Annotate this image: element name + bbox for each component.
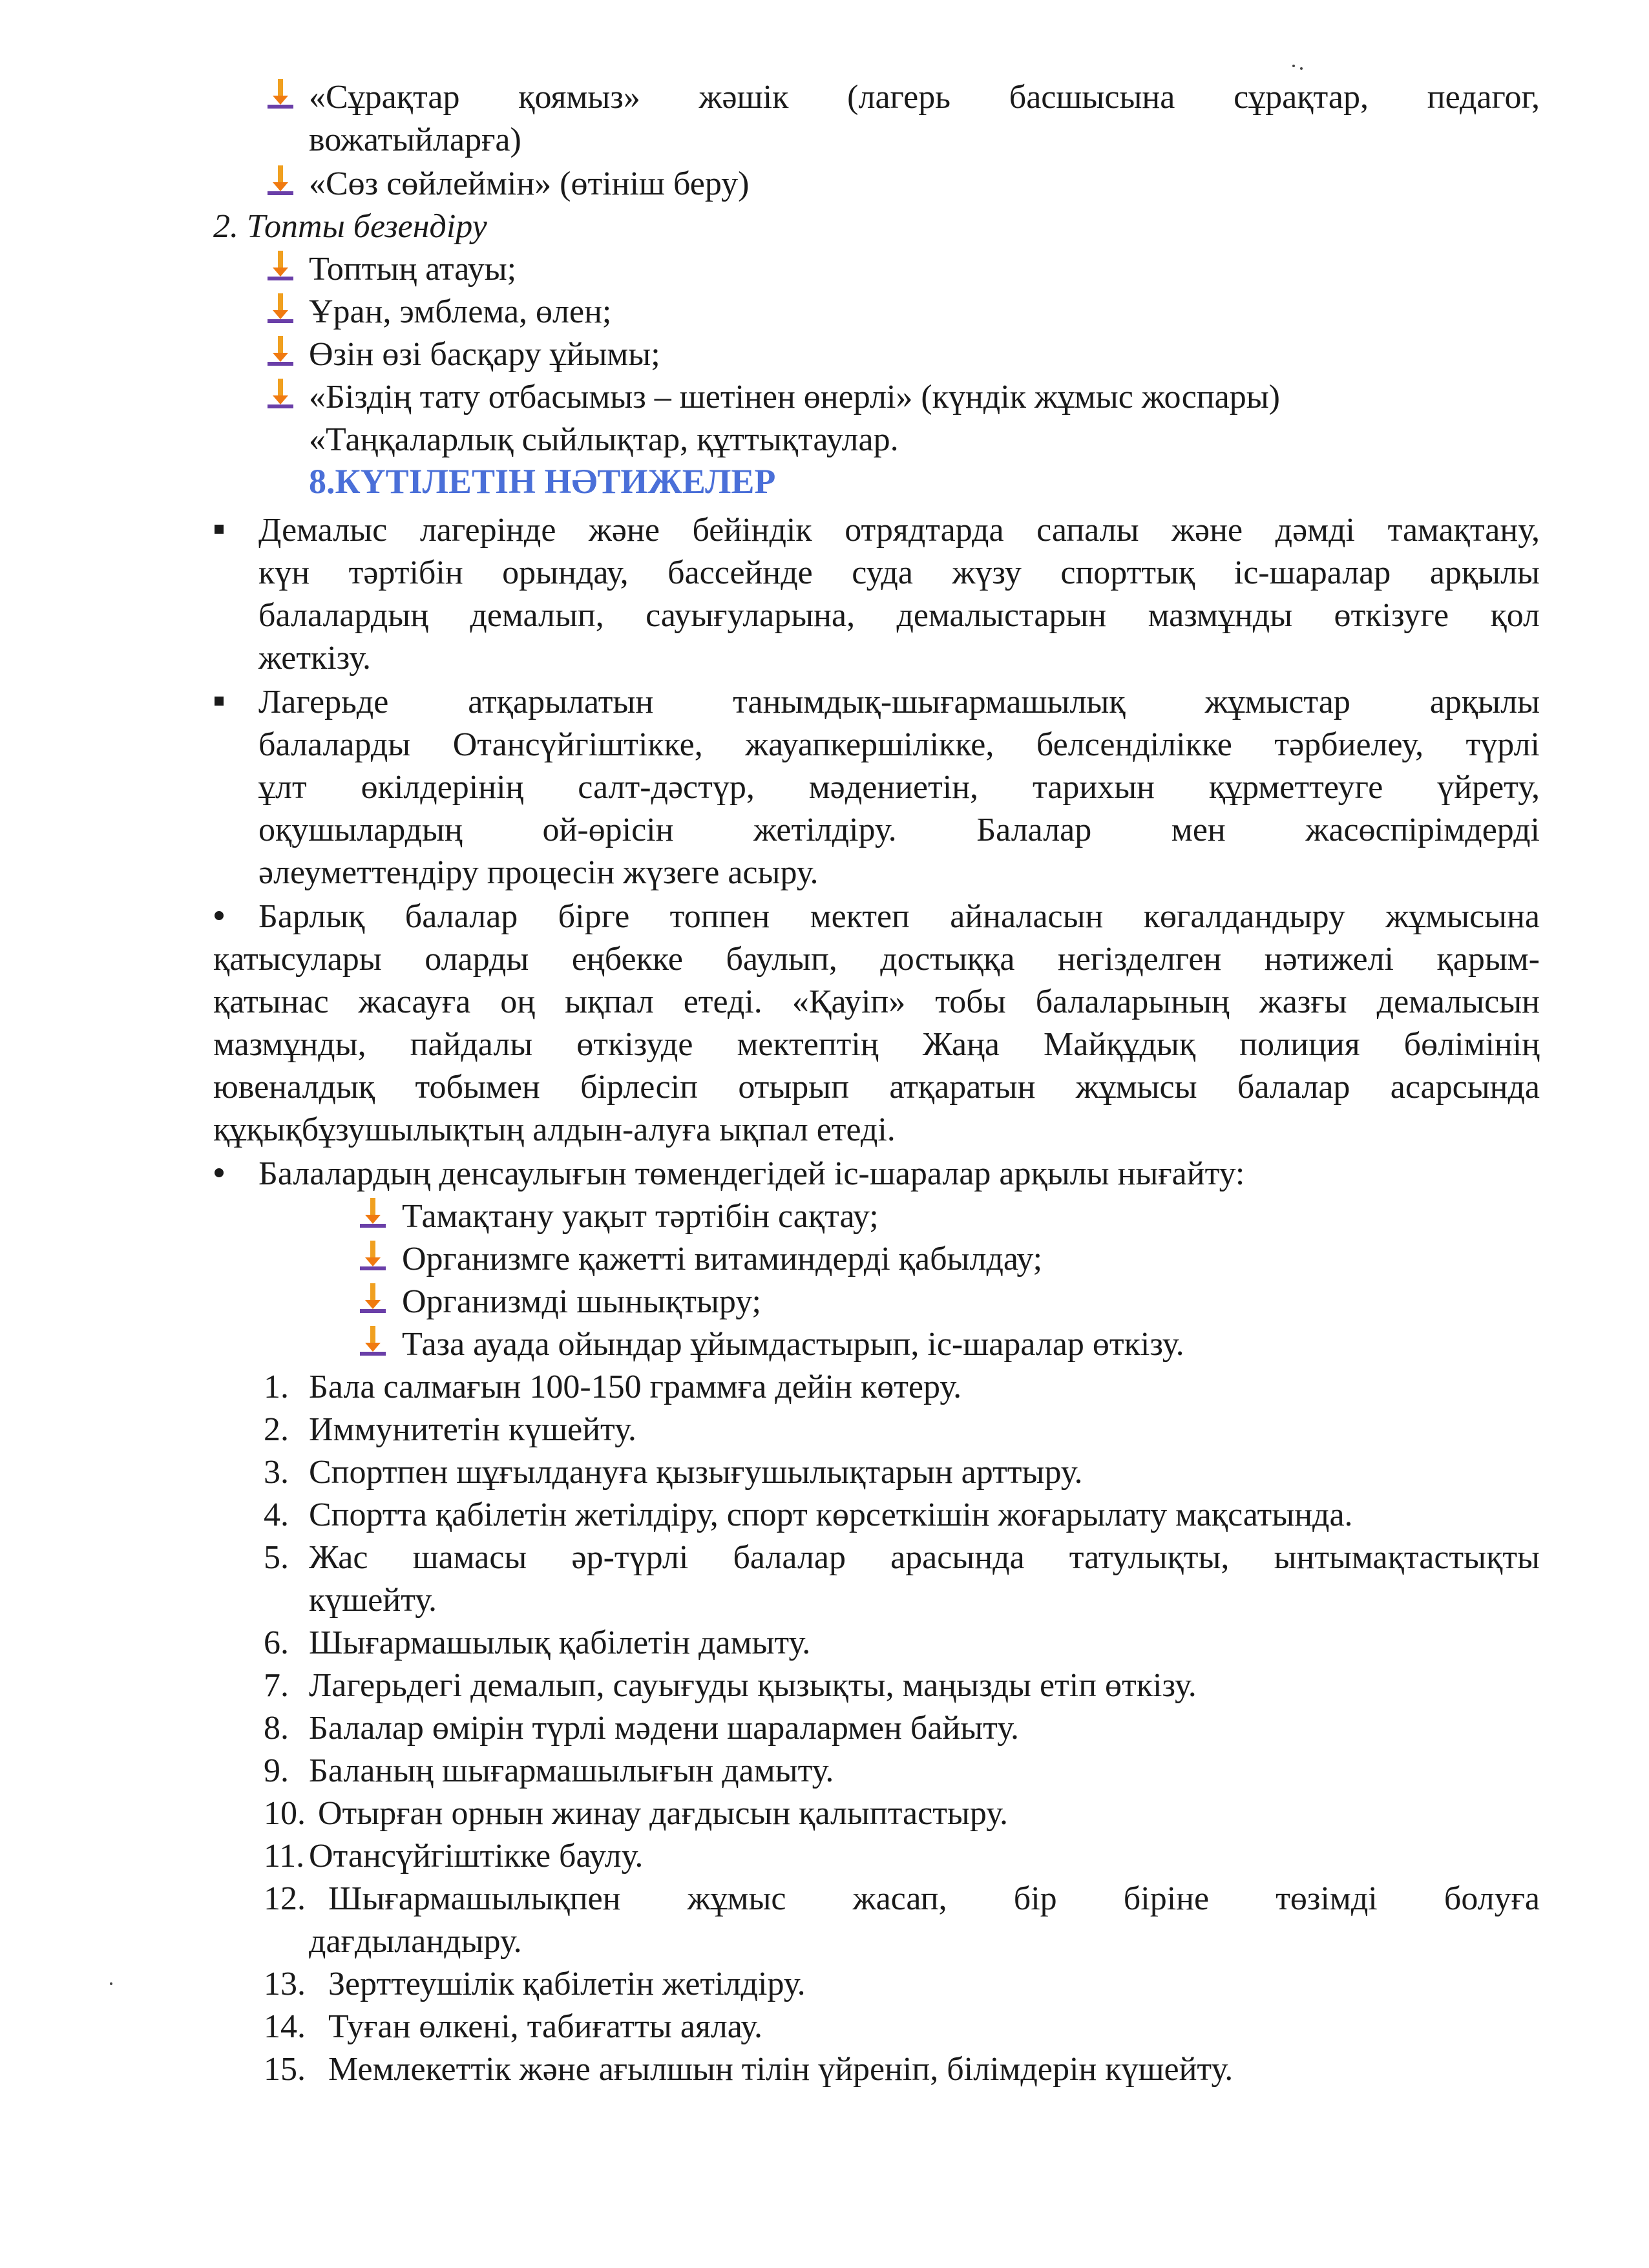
- text-line: әлеуметтендіру процесін жүзеге асыру.: [258, 854, 819, 891]
- text-line: Барлық балалар бірге топпен мектеп айналасын көгалдандыру жұмысына: [258, 898, 1540, 935]
- text-line: ювеналдық тобымен бірлесіп отырып атқаратын жұмысы балалар асарсында: [213, 1069, 1540, 1106]
- text-line: қатысулары оларды еңбекке баулып, достыққа негізделген нәтижелі қарым-: [213, 941, 1540, 978]
- list-item: Шығармашылықпен жұмыс жасап, бір біріне төзімді болуға: [328, 1880, 1540, 1917]
- text-line: «Біздің тату отбасымыз – шетінен өнерлі» (күндік жұмыс жоспары): [309, 379, 1280, 415]
- list-number: 4.: [264, 1496, 289, 1533]
- list-item: Отансүйгіштікке баулу.: [309, 1838, 644, 1874]
- text-line: Ұран, эмблема, өлен;: [309, 293, 612, 330]
- list-number: 12.: [264, 1880, 306, 1917]
- list-item: Спортта қабілетін жетілдіру, спорт көрсеткішін жоғарылату мақсатында.: [309, 1496, 1353, 1533]
- text-line: Организмге қажетті витаминдерді қабылдау;: [402, 1241, 1043, 1277]
- list-number: 10.: [264, 1795, 306, 1832]
- text-line: «Сөз сөйлеймін» (өтініш беру): [309, 165, 750, 202]
- list-item: Зерттеушілік қабілетін жетілдіру.: [328, 1966, 806, 2002]
- arrow-bullet-icon: [359, 1326, 387, 1357]
- text-line: мазмұнды, пайдалы өткізуде мектептің Жаңа Майқұдық полиция бөлімінің: [213, 1026, 1540, 1063]
- text-line: балалардың демалып, сауығуларына, демалыстарын мазмұнды өткізуге қол: [258, 597, 1540, 634]
- list-number: 13.: [264, 1966, 306, 2002]
- text-line: балаларды Отансүйгіштікке, жауапкершілікке, белсенділікке тәрбиелеу, түрлі: [258, 726, 1540, 763]
- text-line: Лагерьде атқарылатын танымдық-шығармашылық жұмыстар арқылы: [258, 684, 1540, 720]
- square-bullet-icon: [215, 697, 224, 706]
- list-number: 11.: [264, 1838, 305, 1874]
- text-line: Тамақтану уақыт тәртібін сақтау;: [402, 1198, 879, 1235]
- section-subtitle: 2. Топты безендіру: [213, 208, 487, 245]
- text-line: Балалардың денсаулығын төмендегідей іс-шаралар арқылы нығайту:: [258, 1155, 1245, 1192]
- dot-bullet-icon: [215, 1168, 224, 1177]
- dot-bullet-icon: [215, 911, 224, 920]
- text-line: вожатыйларға): [309, 121, 521, 158]
- list-number: 14.: [264, 2008, 306, 2045]
- list-number: 9.: [264, 1752, 289, 1789]
- square-bullet-icon: [215, 525, 224, 534]
- list-number: 8.: [264, 1710, 289, 1747]
- list-item: Бала салмағын 100-150 граммға дейін көтеру.: [309, 1369, 962, 1405]
- text-line: Өзін өзі басқару ұйымы;: [309, 336, 660, 373]
- list-item: Балалар өмірін түрлі мәдени шаралармен байыту.: [309, 1710, 1020, 1747]
- arrow-bullet-icon: [266, 251, 295, 282]
- section-heading: 8.КҮТІЛЕТІН НӘТИЖЕЛЕР: [309, 462, 776, 501]
- text-line: Таза ауада ойындар ұйымдастырып, іс-шаралар өткізу.: [402, 1326, 1184, 1363]
- list-item: Лагерьдегі демалып, сауығуды қызықты, маңызды етіп өткізу.: [309, 1667, 1197, 1704]
- scan-speck: [1300, 67, 1303, 70]
- arrow-bullet-icon: [266, 165, 295, 196]
- list-number: 6.: [264, 1624, 289, 1661]
- arrow-bullet-icon: [359, 1283, 387, 1314]
- list-number: 15.: [264, 2051, 306, 2088]
- text-line: «Таңқаларлық сыйлықтар, құттықтаулар.: [309, 421, 899, 458]
- arrow-bullet-icon: [359, 1198, 387, 1229]
- list-number: 3.: [264, 1454, 289, 1491]
- text-line: жеткізу.: [258, 640, 372, 677]
- text-line: Организмді шынықтыру;: [402, 1283, 761, 1320]
- list-item: Жас шамасы әр-түрлі балалар арасында татулықты, ынтымақтастықты: [309, 1539, 1540, 1576]
- text-line: оқушылардың ой-өрісін жетілдіру. Балалар мен жасөспірімдерді: [258, 812, 1540, 848]
- list-number: 1.: [264, 1369, 289, 1405]
- text-line: күн тәртібін орындау, бассейнде суда жүзу спорттық іс-шаралар арқылы: [258, 554, 1540, 591]
- arrow-bullet-icon: [266, 336, 295, 367]
- list-number: 5.: [264, 1539, 289, 1576]
- list-item-continuation: күшейту.: [309, 1582, 437, 1619]
- list-number: 7.: [264, 1667, 289, 1704]
- arrow-bullet-icon: [266, 379, 295, 410]
- list-item: Отырған орнын жинау дағдысын қалыптастыру.: [318, 1795, 1008, 1832]
- list-item: Иммунитетін күшейту.: [309, 1411, 636, 1448]
- text-line: Топтың атауы;: [309, 251, 517, 288]
- scan-speck: [110, 1982, 112, 1985]
- text-line: қатынас жасауға оң ықпал етеді. «Қауіп» тобы балаларының жазғы демалысын: [213, 983, 1540, 1020]
- arrow-bullet-icon: [266, 293, 295, 324]
- text-line: «Сұрақтар қоямыз» жәшік (лагерь басшысына сұрақтар, педагог,: [309, 79, 1540, 116]
- list-item: Спортпен шұғылдануға қызығушылықтарын арттыру.: [309, 1454, 1083, 1491]
- list-item: Туған өлкені, табиғатты аялау.: [328, 2008, 763, 2045]
- list-item: Шығармашылық қабілетін дамыту.: [309, 1624, 811, 1661]
- list-item: Баланың шығармашылығын дамыту.: [309, 1752, 834, 1789]
- list-item: Мемлекеттік және ағылшын тілін үйреніп, білімдерін күшейту.: [328, 2051, 1234, 2088]
- list-number: 2.: [264, 1411, 289, 1448]
- list-item-continuation: дағдыландыру.: [309, 1923, 522, 1960]
- text-line: Демалыс лагерінде және бейіндік отрядтарда сапалы және дәмді тамақтану,: [258, 512, 1540, 549]
- text-line: ұлт өкілдерінің салт-дәстүр, мәдениетін, тарихын құрметтеуге үйрету,: [258, 769, 1540, 806]
- arrow-bullet-icon: [266, 79, 295, 110]
- text-line: құқықбұзушылықтың алдын-алуға ықпал етеді.: [213, 1111, 896, 1148]
- arrow-bullet-icon: [359, 1241, 387, 1272]
- scan-speck: [1292, 65, 1295, 67]
